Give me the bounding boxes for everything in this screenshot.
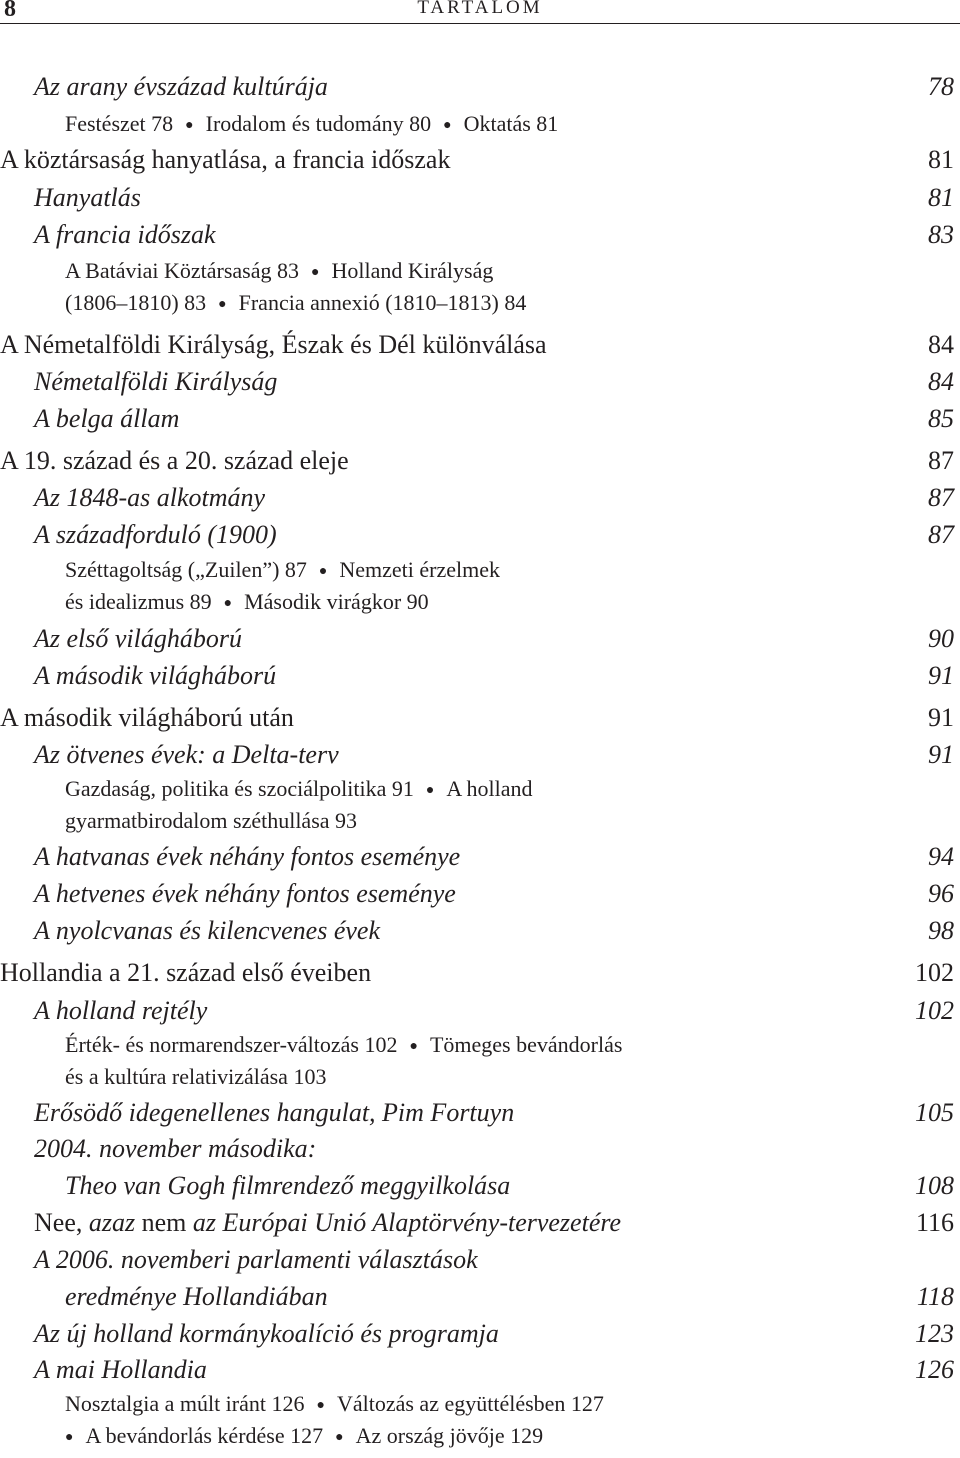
title-part: azaz [88,1208,136,1237]
entry-title: Az első világháború [34,624,242,653]
chapter-page: 87 [928,446,954,475]
subentry[interactable]: és a kultúra relativizálása 103 [65,1064,327,1089]
title-part: az Európai Unió Alaptörvény-tervezetére [192,1208,622,1237]
subentry[interactable]: Érték- és normarendszer-változás 102 [65,1032,398,1057]
subentry[interactable]: A Batáviai Köztársaság 83 [65,258,299,283]
entry-page: 126 [915,1355,954,1384]
chapter-page: 84 [928,330,954,359]
entry-title: A francia időszak [34,220,216,249]
subentry[interactable]: Nosztalgia a múlt iránt 126 [65,1391,305,1416]
entry-page: 87 [928,483,954,512]
bullet-icon: ● [316,1398,325,1413]
subentry[interactable]: Az ország jövője 129 [355,1423,544,1448]
entry-page: 87 [928,520,954,549]
subentry[interactable]: Francia annexió (1810–1813) 84 [238,290,527,315]
entry-page: 85 [928,404,954,433]
chapter-page: 102 [915,958,954,987]
subentry[interactable]: Nemzeti érzelmek [339,557,501,582]
subentry[interactable]: Festészet 78 [65,111,174,136]
subentry[interactable]: gyarmatbirodalom széthullása 93 [65,808,358,833]
entry-title: eredménye Hollandiában [65,1282,328,1311]
entry-page: 123 [915,1319,954,1348]
page-header [0,0,960,24]
entry-title: Hanyatlás [34,183,141,212]
entry-title: A századforduló (1900) [34,520,277,549]
entry-title: A 2006. novemberi parlamenti választások [34,1245,478,1274]
subentry[interactable]: (1806–1810) 83 [65,290,207,315]
chapter-page: 81 [928,145,954,174]
entry-title [34,1208,621,1238]
entry-title: A hatvanas évek néhány fontos eseménye [34,842,461,871]
header-rule [0,23,960,24]
subentry[interactable]: Gazdaság, politika és szociálpolitika 91 [65,776,414,801]
subentry[interactable]: Tömeges bevándorlás [429,1032,623,1057]
chapter-title: A Németalföldi Királyság, Észak és Dél különválása [0,330,547,359]
entry-page: 98 [928,916,954,945]
entry-page: 116 [915,1208,954,1237]
entry-title: A második világháború [34,661,277,690]
entry-page: 78 [928,72,954,101]
entry-title: A nyolcvanas és kilencvenes évek [34,916,380,945]
title-part: Nee, [34,1208,83,1237]
entry-title: Theo van Gogh filmrendező meggyilkolása [65,1171,511,1200]
entry-page: 118 [916,1282,954,1311]
entry-title: A hetvenes évek néhány fontos eseménye [34,879,456,908]
bullet-icon: ● [335,1430,344,1445]
entry-page: 96 [928,879,954,908]
bullet-icon: ● [311,265,320,280]
chapter-page: 91 [928,703,954,732]
bullet-icon: ● [223,596,233,611]
entry-page: 84 [928,367,954,396]
entry-title: Az 1848-as alkotmány [34,483,266,512]
entry-title: 2004. november másodika: [34,1134,317,1163]
subentry[interactable]: és idealizmus 89 [65,589,212,614]
entry-title: Németalföldi Királyság [34,367,278,396]
entry-page: 105 [915,1098,954,1127]
entry-page: 94 [928,842,954,871]
entry-title: Az ötvenes évek: a Delta-terv [34,740,339,769]
subentry[interactable]: Második virágkor 90 [244,589,429,614]
entry-page: 108 [915,1171,954,1200]
bullet-icon: ● [318,564,328,579]
entry-page: 81 [928,183,954,212]
subentry[interactable]: Változás az együttélésben 127 [336,1391,604,1416]
bullet-icon: ● [443,118,452,133]
bullet-icon: ● [218,297,227,312]
chapter-title: Hollandia a 21. század első éveiben [0,958,372,987]
entry-title: A holland rejtély [34,996,208,1025]
entry-title: Erősödő idegenellenes hangulat, Pim Fortuyn [34,1098,515,1127]
page-number: 8 [4,0,16,22]
entry-page: 90 [928,624,954,653]
entry-page: 102 [915,996,954,1025]
subentry[interactable]: A bevándorlás kérdése 127 [85,1423,324,1448]
chapter-title: A második világháború után [0,703,294,732]
entry-title: A mai Hollandia [34,1355,207,1384]
bullet-icon: ● [409,1039,418,1054]
subentry[interactable]: Oktatás 81 [463,111,559,136]
title-part: nem [141,1208,187,1237]
bullet-icon: ● [65,1430,74,1445]
chapter-title: A köztársaság hanyatlása, a francia időszak [0,145,451,174]
entry-page: 91 [928,740,954,769]
entry-page: 83 [928,220,954,249]
chapter-title: A 19. század és a 20. század eleje [0,446,349,475]
entry-page: 91 [928,661,954,690]
bullet-icon: ● [185,118,194,133]
bullet-icon: ● [425,783,435,798]
subentry[interactable]: Irodalom és tudomány 80 [205,111,432,136]
entry-title: Az arany évszázad kultúrája [34,72,328,101]
subentry[interactable]: Széttagoltság („Zuilen”) 87 [65,557,307,582]
running-title: TARTALOM [417,0,543,18]
subentry[interactable]: Holland Királyság [331,258,494,283]
entry-title: A belga állam [34,404,180,433]
entry-title: Az új holland kormánykoalíció és programja [34,1319,499,1348]
subentry[interactable]: A holland [446,776,533,801]
